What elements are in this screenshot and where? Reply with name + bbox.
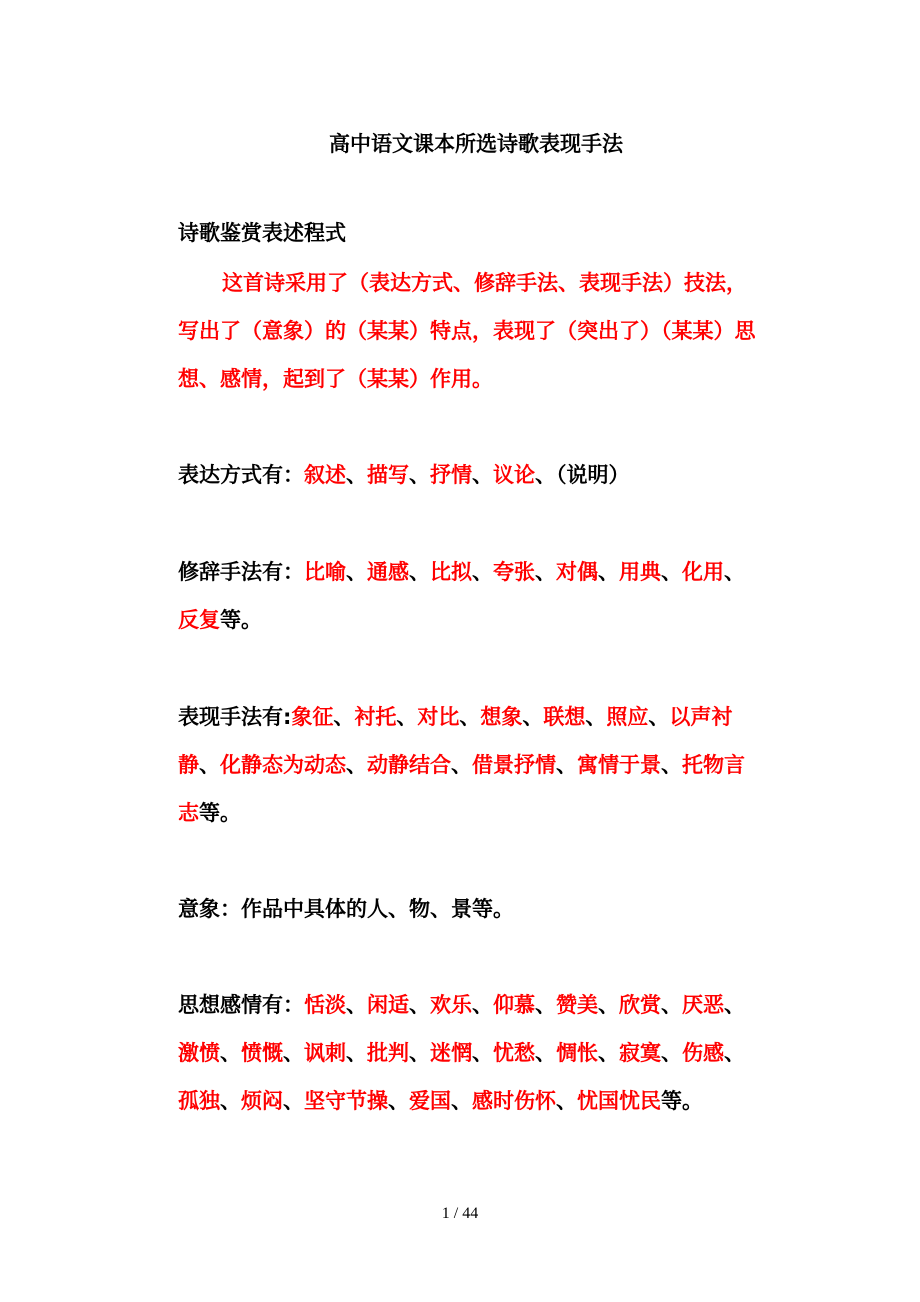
- section-item: 忧愁: [493, 1041, 535, 1065]
- separator: 、: [661, 560, 682, 584]
- separator: 、: [459, 705, 481, 729]
- section-item: 批判: [367, 1041, 409, 1065]
- separator: 、: [535, 1041, 556, 1065]
- section-item: 欢乐: [430, 993, 472, 1017]
- separator: 、: [535, 560, 556, 584]
- section-item: 恬淡: [304, 993, 346, 1017]
- section-suffix: 等。: [220, 608, 262, 632]
- separator: 、: [661, 993, 682, 1017]
- separator: 、: [724, 1041, 745, 1065]
- section-item: 对比: [417, 705, 460, 729]
- section-item: 比拟: [430, 560, 472, 584]
- section-item: 爱国: [409, 1089, 451, 1113]
- section-item: 仰慕: [493, 993, 535, 1017]
- section-item: 动静结合: [367, 753, 451, 777]
- section-item: 愤慨: [241, 1041, 283, 1065]
- section-item: 对偶: [556, 560, 598, 584]
- section-suffix: 等。: [661, 1089, 703, 1113]
- separator: 、: [333, 705, 355, 729]
- section-item: 欣赏: [619, 993, 661, 1017]
- separator: 、: [522, 705, 544, 729]
- separator: 、: [220, 1041, 241, 1065]
- section-item: 叙述: [304, 463, 346, 487]
- separator: 、: [598, 560, 619, 584]
- separator: 、: [388, 1089, 409, 1113]
- section-item: 闲适: [367, 993, 409, 1017]
- section-label: 修辞手法有：: [178, 560, 304, 584]
- separator: 、: [346, 993, 367, 1017]
- section-suffix: 、（说明）: [535, 463, 630, 487]
- section-imagery: [178, 885, 760, 933]
- separator: 、: [283, 1089, 304, 1113]
- separator: 、: [472, 993, 493, 1017]
- separator: 、: [535, 993, 556, 1017]
- section-item: 借景抒情: [472, 753, 556, 777]
- section-item: 迷惘: [430, 1041, 472, 1065]
- separator: 、: [346, 463, 367, 487]
- separator: 、: [472, 463, 493, 487]
- section-techniques: [178, 693, 760, 837]
- section-item: 象征: [291, 705, 334, 729]
- separator: 、: [648, 705, 670, 729]
- separator: 、: [598, 993, 619, 1017]
- section-item: 厌恶: [682, 993, 724, 1017]
- separator: 、: [409, 993, 430, 1017]
- formula-text: 这首诗采用了（表达方式、修辞手法、表现手法）技法，写出了（意象）的（某某）特点，表现了（突出了）（某某）思想、感情，起到了（某某）作用。: [178, 271, 756, 391]
- separator: 、: [451, 1089, 472, 1113]
- section-rhetoric: [178, 548, 760, 644]
- separator: 、: [346, 560, 367, 584]
- section-suffix: 等。: [199, 801, 241, 825]
- separator: 、: [199, 753, 220, 777]
- section-item: 感时伤怀: [472, 1089, 556, 1113]
- separator: 、: [556, 1089, 577, 1113]
- section-item: 夸张: [493, 560, 535, 584]
- section-item: 讽刺: [304, 1041, 346, 1065]
- section-item: 寂寞: [619, 1041, 661, 1065]
- section-item: 惆怅: [556, 1041, 598, 1065]
- section-item: 坚守节操: [304, 1089, 388, 1113]
- section-item: 抒情: [430, 463, 472, 487]
- separator: 、: [396, 705, 418, 729]
- section-item: 用典: [619, 560, 661, 584]
- section-expression-modes: [178, 451, 760, 499]
- section-item: 孤独: [178, 1089, 220, 1113]
- separator: 、: [409, 560, 430, 584]
- section-item: 寓情于景: [577, 753, 661, 777]
- section-item: 衬托: [354, 705, 397, 729]
- separator: 、: [724, 560, 745, 584]
- separator: 、: [220, 1089, 241, 1113]
- section-item: 激愤: [178, 1041, 220, 1065]
- separator: 、: [472, 560, 493, 584]
- separator: 、: [283, 1041, 304, 1065]
- section-item: 反复: [178, 608, 220, 632]
- section-label: 表达方式有：: [178, 463, 304, 487]
- section-item: 描写: [367, 463, 409, 487]
- section-item: 想象: [480, 705, 523, 729]
- section-label: 意象：作品中具体的人、物、景等。: [178, 897, 514, 921]
- section-item: 伤感: [682, 1041, 724, 1065]
- section-label: 表现手法有:: [178, 705, 292, 729]
- document-title: 高中语文课本所选诗歌表现手法: [329, 132, 623, 156]
- separator: 、: [556, 753, 577, 777]
- section-item: 联想: [543, 705, 586, 729]
- section-emotions: [178, 981, 760, 1125]
- separator: 、: [724, 993, 745, 1017]
- separator: 、: [585, 705, 607, 729]
- section-item: 比喻: [304, 560, 346, 584]
- separator: 、: [598, 1041, 619, 1065]
- page-number: 1 / 44: [441, 1205, 479, 1222]
- section-item: 以声衬静: [178, 705, 733, 777]
- section-label: 思想感情有：: [178, 993, 304, 1017]
- section-item: 照应: [606, 705, 649, 729]
- section-item: 化静态为动态: [220, 753, 346, 777]
- section-item: 烦闷: [241, 1089, 283, 1113]
- section-item: 议论: [493, 463, 535, 487]
- section-item: 化用: [682, 560, 724, 584]
- formula-heading: 诗歌鉴赏表述程式: [178, 221, 346, 245]
- separator: 、: [346, 753, 367, 777]
- separator: 、: [472, 1041, 493, 1065]
- separator: 、: [409, 1041, 430, 1065]
- section-item: 托物言志: [178, 753, 745, 825]
- separator: 、: [346, 1041, 367, 1065]
- section-item: 通感: [367, 560, 409, 584]
- section-item: 忧国忧民: [577, 1089, 661, 1113]
- separator: 、: [661, 753, 682, 777]
- separator: 、: [451, 753, 472, 777]
- separator: 、: [661, 1041, 682, 1065]
- separator: 、: [409, 463, 430, 487]
- section-item: 赞美: [556, 993, 598, 1017]
